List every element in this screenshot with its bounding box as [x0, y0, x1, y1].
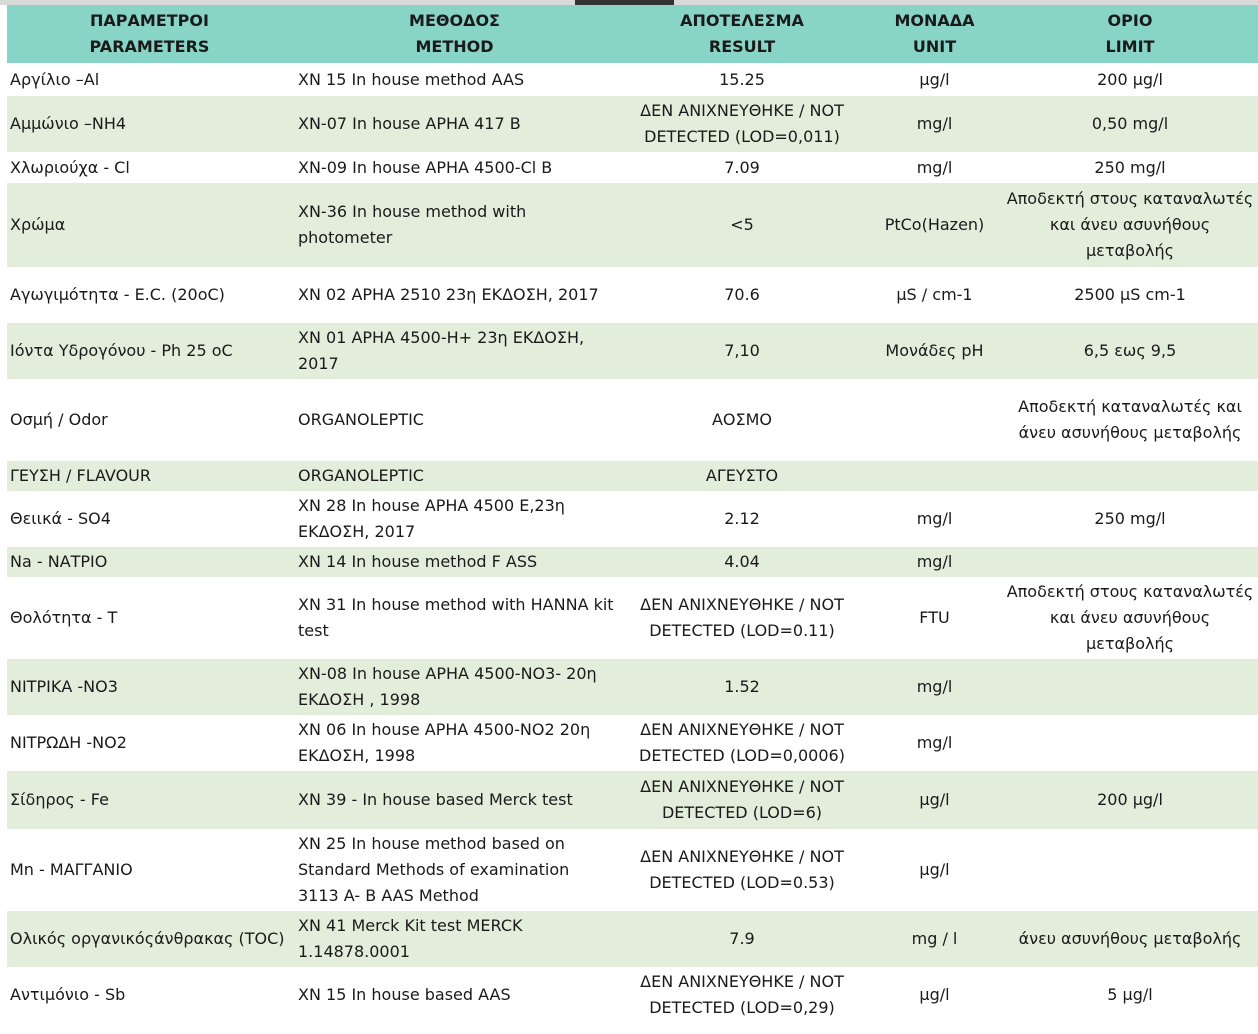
cell-method: XN-36 In house method with photometer [292, 183, 617, 267]
cell-limit: Αποδεκτή στους καταναλωτές και άνευ ασυνήθους μεταβολής [1002, 183, 1258, 267]
cell-method: XN-09 In house APHA 4500-Cl B [292, 152, 617, 183]
cell-method: XN 02 APHA 2510 23η ΕΚΔΟΣΗ, 2017 [292, 267, 617, 323]
cell-method: XN 41 Merck Kit test MERCK 1.14878.0001 [292, 911, 617, 967]
header-method-gr: ΜΕΘΟΔΟΣ [409, 11, 500, 30]
cell-unit: mg/l [867, 547, 1002, 577]
cell-limit [1002, 829, 1258, 911]
cell-parameter: Αμμώνιο –NH4 [7, 96, 292, 152]
cell-result: ΔΕΝ ΑΝΙΧΝΕΥΘΗΚΕ / NOT DETECTED (LOD=0,0006) [617, 715, 867, 771]
cell-unit [867, 461, 1002, 491]
cell-limit: 5 μg/l [1002, 967, 1258, 1023]
cell-result: ΔΕΝ ΑΝΙΧΝΕΥΘΗΚΕ / NOT DETECTED (LOD=0,29) [617, 967, 867, 1023]
cell-result: 1.52 [617, 659, 867, 715]
header-limit [1002, 5, 1258, 63]
cell-unit: mg/l [867, 96, 1002, 152]
cell-result: ΑΓΕΥΣΤΟ [617, 461, 867, 491]
cell-result: ΔΕΝ ΑΝΙΧΝΕΥΘΗΚΕ / NOT DETECTED (LOD=0.11) [617, 577, 867, 659]
table-row [7, 967, 1258, 1023]
cell-method: XN 31 In house method with HANNA kit test [292, 577, 617, 659]
cell-method: XN 15 In house method AAS [292, 63, 617, 96]
cell-unit: μg/l [867, 63, 1002, 96]
cell-limit [1002, 715, 1258, 771]
water-analysis-table [7, 5, 1258, 1023]
cell-unit: mg/l [867, 152, 1002, 183]
cell-limit: 200 μg/l [1002, 771, 1258, 829]
table-row [7, 152, 1258, 183]
cell-limit: 250 mg/l [1002, 152, 1258, 183]
cell-unit: PtCo(Hazen) [867, 183, 1002, 267]
cell-limit [1002, 461, 1258, 491]
cell-unit [867, 379, 1002, 461]
cell-result: ΔΕΝ ΑΝΙΧΝΕΥΘΗΚΕ / NOT DETECTED (LOD=0,011) [617, 96, 867, 152]
cell-method: XN-08 In house APHA 4500-NO3- 20η ΕΚΔΟΣΗ , 1998 [292, 659, 617, 715]
cell-method: XN 39 - In house based Merck test [292, 771, 617, 829]
cell-parameter: Θολότητα - T [7, 577, 292, 659]
table-row [7, 491, 1258, 547]
table-row [7, 323, 1258, 379]
cell-limit: 2500 μS cm-1 [1002, 267, 1258, 323]
table-row [7, 183, 1258, 267]
table-row [7, 63, 1258, 96]
cell-limit: Αποδεκτή καταναλωτές και άνευ ασυνήθους μεταβολής [1002, 379, 1258, 461]
cell-limit: 6,5 εως 9,5 [1002, 323, 1258, 379]
cell-method: ORGANOLEPTIC [292, 379, 617, 461]
table-row [7, 379, 1258, 461]
cell-parameter: Χλωριούχα - Cl [7, 152, 292, 183]
cell-parameter: Σίδηρος - Fe [7, 771, 292, 829]
cell-parameter: Mn - ΜΑΓΓΑΝΙΟ [7, 829, 292, 911]
cell-limit [1002, 659, 1258, 715]
cell-result: 2.12 [617, 491, 867, 547]
table-row [7, 715, 1258, 771]
cell-result: 70.6 [617, 267, 867, 323]
header-parameters-gr: ΠΑΡΑΜΕΤΡΟΙ [90, 11, 209, 30]
cell-method: XN 06 In house APHA 4500-NO2 20η ΕΚΔΟΣΗ, 1998 [292, 715, 617, 771]
cell-unit: Μονάδες pH [867, 323, 1002, 379]
cell-result: <5 [617, 183, 867, 267]
cell-limit: άνευ ασυνήθους μεταβολής [1002, 911, 1258, 967]
header-unit-en: UNIT [912, 37, 957, 56]
cell-unit: μg/l [867, 967, 1002, 1023]
header-result [617, 5, 867, 63]
header-parameters [7, 5, 292, 63]
cell-parameter: Χρώμα [7, 183, 292, 267]
cell-method: XN 28 In house APHA 4500 E,23η ΕΚΔΟΣΗ, 2017 [292, 491, 617, 547]
table-row [7, 659, 1258, 715]
table-header-row [7, 5, 1258, 63]
header-result-gr: ΑΠΟΤΕΛΕΣΜΑ [680, 11, 804, 30]
cell-unit: mg/l [867, 491, 1002, 547]
header-limit-en: LIMIT [1105, 37, 1155, 56]
cell-result: 7.9 [617, 911, 867, 967]
header-unit-gr: ΜΟΝΑΔΑ [894, 11, 975, 30]
header-result-en: RESULT [708, 37, 776, 56]
cell-parameter: Na - ΝΑΤΡΙΟ [7, 547, 292, 577]
table-row [7, 911, 1258, 967]
table-row [7, 771, 1258, 829]
cell-limit [1002, 547, 1258, 577]
cell-method: XN 14 In house method F ASS [292, 547, 617, 577]
cell-parameter: Θειικά - SO4 [7, 491, 292, 547]
cell-result: ΔΕΝ ΑΝΙΧΝΕΥΘΗΚΕ / NOT DETECTED (LOD=6) [617, 771, 867, 829]
cell-parameter: ΝΙΤΡΙΚΑ -NO3 [7, 659, 292, 715]
cell-result: ΔΕΝ ΑΝΙΧΝΕΥΘΗΚΕ / NOT DETECTED (LOD=0.53) [617, 829, 867, 911]
header-parameters-en: PARAMETERS [89, 37, 210, 56]
cell-unit: mg/l [867, 659, 1002, 715]
cell-method: ORGANOLEPTIC [292, 461, 617, 491]
table-row [7, 267, 1258, 323]
table-row [7, 829, 1258, 911]
cell-result: 7.09 [617, 152, 867, 183]
cell-parameter: ΝΙΤΡΩΔΗ -NO2 [7, 715, 292, 771]
cell-parameter: ΓΕΥΣΗ / FLAVOUR [7, 461, 292, 491]
table-row [7, 577, 1258, 659]
table-row [7, 547, 1258, 577]
cell-unit: mg / l [867, 911, 1002, 967]
cell-unit: μg/l [867, 829, 1002, 911]
cell-parameter: Αργίλιο –Al [7, 63, 292, 96]
cell-unit: mg/l [867, 715, 1002, 771]
cell-result: 7,10 [617, 323, 867, 379]
cell-limit: 200 μg/l [1002, 63, 1258, 96]
header-method [292, 5, 617, 63]
cell-parameter: Αγωγιμότητα - E.C. (20oC) [7, 267, 292, 323]
header-unit [867, 5, 1002, 63]
cell-result: 15.25 [617, 63, 867, 96]
cell-unit: FTU [867, 577, 1002, 659]
cell-method: XN 01 APHA 4500-H+ 23η ΕΚΔΟΣΗ, 2017 [292, 323, 617, 379]
cell-limit: 250 mg/l [1002, 491, 1258, 547]
cell-parameter: Αντιμόνιο - Sb [7, 967, 292, 1023]
table-row [7, 96, 1258, 152]
cell-parameter: Ολικός οργανικόςάνθρακας (TOC) [7, 911, 292, 967]
cell-result: ΑΟΣΜΟ [617, 379, 867, 461]
header-limit-gr: ΟΡΙΟ [1107, 11, 1153, 30]
cell-method: XN 25 In house method based on Standard Methods of examination 3113 A- B AAS Method [292, 829, 617, 911]
table-row [7, 461, 1258, 491]
cell-parameter: Ιόντα Υδρογόνου - Ph 25 oC [7, 323, 292, 379]
cell-result: 4.04 [617, 547, 867, 577]
cell-unit: μS / cm-1 [867, 267, 1002, 323]
cell-parameter: Οσμή / Odor [7, 379, 292, 461]
cell-method: XN-07 In house APHA 417 B [292, 96, 617, 152]
cell-unit: μg/l [867, 771, 1002, 829]
cell-limit: 0,50 mg/l [1002, 96, 1258, 152]
header-method-en: METHOD [415, 37, 494, 56]
cell-method: XN 15 In house based AAS [292, 967, 617, 1023]
cell-limit: Αποδεκτή στους καταναλωτές και άνευ ασυνήθους μεταβολής [1002, 577, 1258, 659]
